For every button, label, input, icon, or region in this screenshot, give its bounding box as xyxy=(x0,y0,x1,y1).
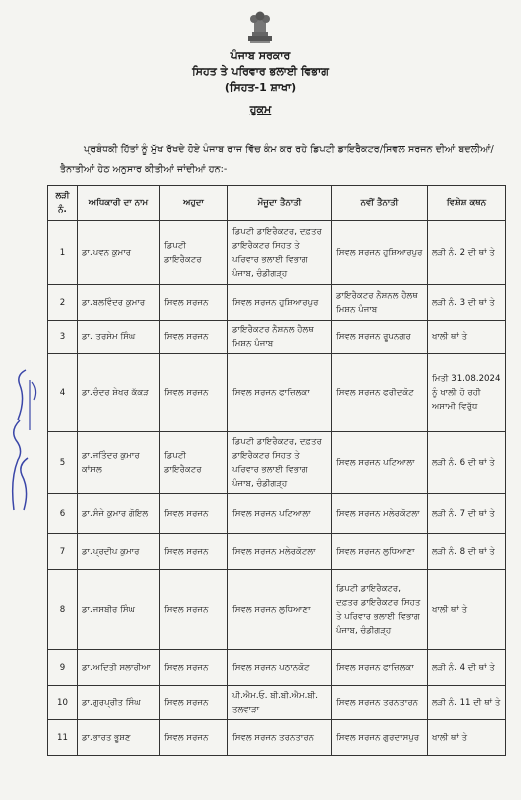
name-cell: ਡਾ.ਸੰਜੇ ਕੁਮਾਰ ਗੋਇਲ xyxy=(78,494,160,534)
serial-cell: 8 xyxy=(48,570,78,650)
designation-cell: ਸਿਵਲ ਸਰਜਨ xyxy=(160,534,228,570)
department-title: ਸਿਹਤ ਤੇ ਪਰਿਵਾਰ ਭਲਾਈ ਵਿਭਾਗ xyxy=(192,65,329,78)
serial-cell: 11 xyxy=(48,720,78,756)
designation-cell: ਸਿਵਲ ਸਰਜਨ xyxy=(160,354,228,432)
name-cell: ਡਾ.ਪ੍ਰਦੀਪ ਕੁਮਾਰ xyxy=(78,534,160,570)
designation-cell: ਡਿਪਟੀ ਡਾਇਰੈਕਟਰ xyxy=(160,221,228,285)
name-cell: ਡਾ.ਪਵਨ ਕੁਮਾਰ xyxy=(78,221,160,285)
designation-cell: ਸਿਵਲ ਸਰਜਨ xyxy=(160,650,228,686)
remarks-cell: ਖਾਲੀ ਥਾਂ ਤੇ xyxy=(428,321,506,354)
table-row xyxy=(48,354,506,432)
table-row xyxy=(48,686,506,720)
serial-cell: 10 xyxy=(48,686,78,720)
column-header: ਮੌਜੂਦਾ ਤੈਨਾਤੀ xyxy=(228,186,332,221)
name-cell: ਡਾ.ਜਸਬੀਰ ਸਿੰਘ xyxy=(78,570,160,650)
current-posting-cell: ਡਿਪਟੀ ਡਾਇਰੈਕਟਰ, ਦਫ਼ਤਰ ਡਾਇਰੈਕਟਰ ਸਿਹਤ ਤੇ ਪਰਿਵਾਰ ਭਲਾਈ ਵਿਭਾਗ ਪੰਜਾਬ, ਚੰਡੀਗੜ੍ਹ xyxy=(228,221,332,285)
current-posting-cell: ਡਿਪਟੀ ਡਾਇਰੈਕਟਰ, ਦਫ਼ਤਰ ਡਾਇਰੈਕਟਰ ਸਿਹਤ ਤੇ ਪਰਿਵਾਰ ਭਲਾਈ ਵਿਭਾਗ ਪੰਜਾਬ, ਚੰਡੀਗੜ੍ਹ xyxy=(228,432,332,494)
name-cell: ਡਾ.ਚੰਦਰ ਸ਼ੇਖਰ ਕੱਕੜ xyxy=(78,354,160,432)
name-cell: ਡਾ.ਜਤਿੰਦਰ ਕੁਮਾਰ ਕਾਂਸਲ xyxy=(78,432,160,494)
new-posting-cell: ਸਿਵਲ ਸਰਜਨ ਫਰੀਦਕੋਟ xyxy=(332,354,428,432)
remarks-cell: ਲੜੀ ਨੰ. 2 ਦੀ ਥਾਂ ਤੇ xyxy=(428,221,506,285)
serial-cell: 9 xyxy=(48,650,78,686)
new-posting-cell: ਸਿਵਲ ਸਰਜਨ ਰੂਪਨਗਰ xyxy=(332,321,428,354)
serial-cell: 2 xyxy=(48,285,78,321)
column-header: ਅਧਿਕਾਰੀ ਦਾ ਨਾਮ xyxy=(78,186,160,221)
table-row xyxy=(48,720,506,756)
current-posting-cell: ਸਿਵਲ ਸਰਜਨ ਪਟਿਆਲਾ xyxy=(228,494,332,534)
new-posting-cell: ਸਿਵਲ ਸਰਜਨ ਗੁਰਦਾਸਪੁਰ xyxy=(332,720,428,756)
table-row xyxy=(48,534,506,570)
name-cell: ਡਾ.ਬਲਵਿੰਦਰ ਕੁਮਾਰ xyxy=(78,285,160,321)
current-posting-cell: ਸਿਵਲ ਸਰਜਨ ਮਲੇਰਕੋਟਲਾ xyxy=(228,534,332,570)
column-header: ਅਹੁਦਾ xyxy=(160,186,228,221)
new-posting-cell: ਸਿਵਲ ਸਰਜਨ ਮਲੇਰਕੋਟਲਾ xyxy=(332,494,428,534)
current-posting-cell: ਪੀ.ਐਮ.ਓ. ਬੀ.ਬੀ.ਐਮ.ਬੀ. ਤਲਵਾੜਾ xyxy=(228,686,332,720)
remarks-cell: ਖਾਲੀ ਥਾਂ ਤੇ xyxy=(428,720,506,756)
name-cell: ਡਾ. ਤਰਸੇਮ ਸਿੰਘ xyxy=(78,321,160,354)
serial-cell: 1 xyxy=(48,221,78,285)
name-cell: ਡਾ.ਅਦਿਤੀ ਸਲਾਰੀਆ xyxy=(78,650,160,686)
column-header: ਲੜੀ ਨੰ. xyxy=(48,186,78,221)
current-posting-cell: ਸਿਵਲ ਸਰਜਨ ਪਠਾਨਕੋਟ xyxy=(228,650,332,686)
new-posting-cell: ਸਿਵਲ ਸਰਜਨ ਲੁਧਿਆਣਾ xyxy=(332,534,428,570)
remarks-cell: ਲੜੀ ਨੰ. 11 ਦੀ ਥਾਂ ਤੇ xyxy=(428,686,506,720)
serial-cell: 6 xyxy=(48,494,78,534)
branch-title: (ਸਿਹਤ-1 ਸ਼ਾਖਾ) xyxy=(224,81,297,94)
order-title: ਹੁਕਮ xyxy=(249,103,272,116)
current-posting-cell: ਸਿਵਲ ਸਰਜਨ ਲੁਧਿਆਣਾ xyxy=(228,570,332,650)
serial-cell: 4 xyxy=(48,354,78,432)
remarks-cell: ਲੜੀ ਨੰ. 8 ਦੀ ਥਾਂ ਤੇ xyxy=(428,534,506,570)
remarks-cell: ਲੜੀ ਨੰ. 4 ਦੀ ਥਾਂ ਤੇ xyxy=(428,650,506,686)
remarks-cell: ਲੜੀ ਨੰ. 3 ਦੀ ਥਾਂ ਤੇ xyxy=(428,285,506,321)
column-header: ਵਿਸ਼ੇਸ਼ ਕਥਨ xyxy=(428,186,506,221)
name-cell: ਡਾ.ਗੁਰਪ੍ਰੀਤ ਸਿੰਘ xyxy=(78,686,160,720)
table-row xyxy=(48,570,506,650)
remarks-cell: ਲੜੀ ਨੰ. 6 ਦੀ ਥਾਂ ਤੇ xyxy=(428,432,506,494)
table-row xyxy=(48,650,506,686)
designation-cell: ਸਿਵਲ ਸਰਜਨ xyxy=(160,686,228,720)
current-posting-cell: ਡਾਇਰੈਕਟਰ ਨੈਸ਼ਨਲ ਹੈਲਥ ਮਿਸ਼ਨ ਪੰਜਾਬ xyxy=(228,321,332,354)
government-title: ਪੰਜਾਬ ਸਰਕਾਰ xyxy=(230,49,291,62)
designation-cell: ਸਿਵਲ ਸਰਜਨ xyxy=(160,570,228,650)
table-row xyxy=(48,221,506,285)
column-header: ਨਵੀਂ ਤੈਨਾਤੀ xyxy=(332,186,428,221)
intro-paragraph: ਪ੍ਰਬੰਧਕੀ ਹਿੱਤਾਂ ਨੂੰ ਮੁੱਖ ਰੱਖਦੇ ਹੋਏ ਪੰਜਾਬ ਰਾਜ ਵਿੱਚ ਕੰਮ ਕਰ ਰਹੇ ਡਿਪਟੀ ਡਾਇਰੈਕਟਰ/ਸਿਵਲ ਸਰਜਨ ਦੀਆਂ ਬਦਲੀਆਂ/ ਤੈਨਾਤੀਆਂ ਹੇਠ ਅਨੁਸਾਰ ਕੀਤੀਆਂ ਜਾਂਦੀਆਂ ਹਨ:- xyxy=(60,144,494,175)
designation-cell: ਸਿਵਲ ਸਰਜਨ xyxy=(160,720,228,756)
designation-cell: ਸਿਵਲ ਸਰਜਨ xyxy=(160,494,228,534)
new-posting-cell: ਸਿਵਲ ਸਰਜਨ ਤਰਨਤਾਰਨ xyxy=(332,686,428,720)
document-header xyxy=(0,48,521,118)
new-posting-cell: ਸਿਵਲ ਸਰਜਨ ਪਟਿਆਲਾ xyxy=(332,432,428,494)
table-header-row xyxy=(48,186,506,221)
designation-cell: ਸਿਵਲ ਸਰਜਨ xyxy=(160,285,228,321)
remarks-cell: ਲੜੀ ਨੰ. 7 ਦੀ ਥਾਂ ਤੇ xyxy=(428,494,506,534)
new-posting-cell: ਡਿਪਟੀ ਡਾਇਰੈਕਟਰ, ਦਫ਼ਤਰ ਡਾਇਰੈਕਟਰ ਸਿਹਤ ਤੇ ਪਰਿਵਾਰ ਭਲਾਈ ਵਿਭਾਗ ਪੰਜਾਬ, ਚੰਡੀਗੜ੍ਹ xyxy=(332,570,428,650)
handwritten-signature xyxy=(6,360,40,520)
new-posting-cell: ਡਾਇਰੈਕਟਰ ਨੈਸ਼ਨਲ ਹੈਲਥ ਮਿਸ਼ਨ ਪੰਜਾਬ xyxy=(332,285,428,321)
serial-cell: 5 xyxy=(48,432,78,494)
serial-cell: 3 xyxy=(48,321,78,354)
remarks-cell: ਖਾਲੀ ਥਾਂ ਤੇ xyxy=(428,570,506,650)
remarks-cell: ਮਿਤੀ 31.08.2024 ਨੂੰ ਖਾਲੀ ਹੋ ਰਹੀ ਅਸਾਮੀ ਵਿਰੁੱਧ xyxy=(428,354,506,432)
current-posting-cell: ਸਿਵਲ ਸਰਜਨ ਫਾਜ਼ਿਲਕਾ xyxy=(228,354,332,432)
designation-cell: ਡਿਪਟੀ ਡਾਇਰੈਕਟਰ xyxy=(160,432,228,494)
postings-table xyxy=(47,185,506,756)
current-posting-cell: ਸਿਵਲ ਸਰਜਨ ਤਰਨਤਾਰਨ xyxy=(228,720,332,756)
table-row xyxy=(48,321,506,354)
new-posting-cell: ਸਿਵਲ ਸਰਜਨ ਫਾਜ਼ਿਲਕਾ xyxy=(332,650,428,686)
table-row xyxy=(48,432,506,494)
table-row xyxy=(48,285,506,321)
table-row xyxy=(48,494,506,534)
name-cell: ਡਾ.ਭਾਰਤ ਭੂਸ਼ਣ xyxy=(78,720,160,756)
state-emblem-icon xyxy=(240,6,280,46)
new-posting-cell: ਸਿਵਲ ਸਰਜਨ ਹੁਸ਼ਿਆਰਪੁਰ xyxy=(332,221,428,285)
designation-cell: ਸਿਵਲ ਸਰਜਨ xyxy=(160,321,228,354)
current-posting-cell: ਸਿਵਲ ਸਰਜਨ ਹੁਸ਼ਿਆਰਪੁਰ xyxy=(228,285,332,321)
serial-cell: 7 xyxy=(48,534,78,570)
